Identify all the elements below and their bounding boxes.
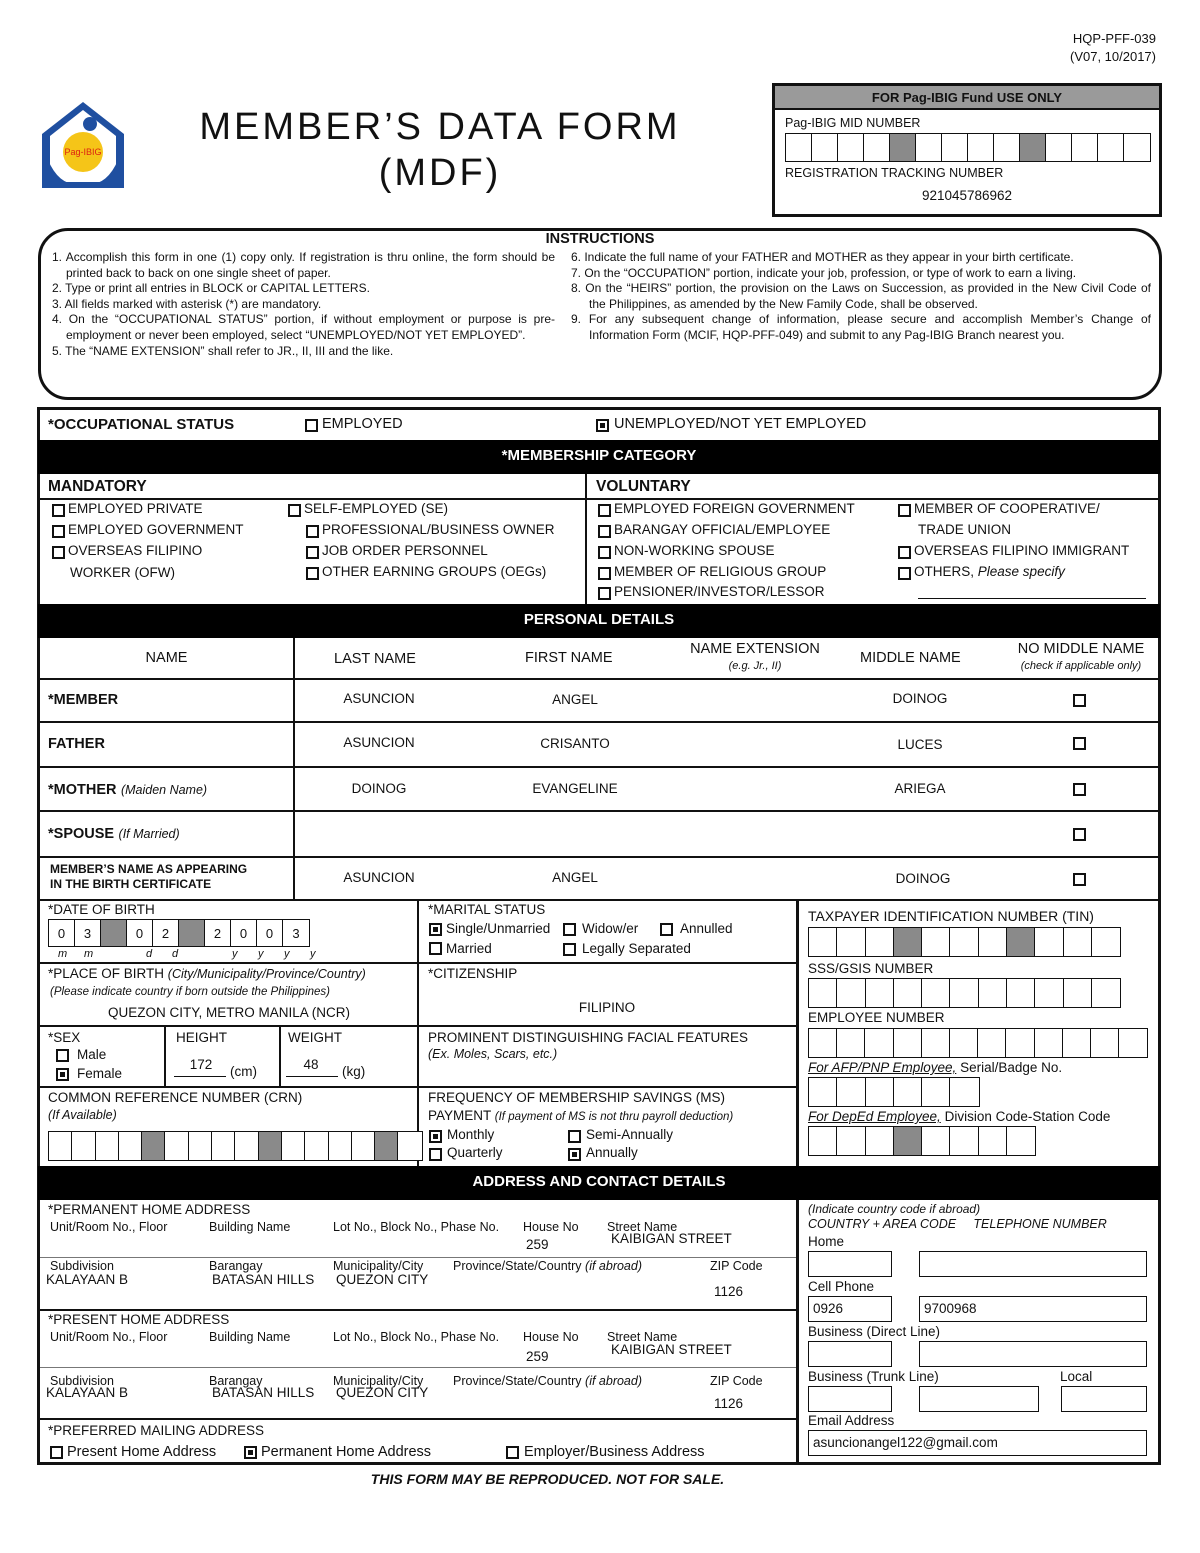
separated-label: Legally Separated (582, 941, 691, 956)
member-first-name[interactable]: ANGEL (552, 692, 598, 707)
mid-number-label: Pag-IBIG MID NUMBER (785, 116, 921, 130)
others-checkbox[interactable] (898, 567, 911, 580)
dob-digit: 2 (205, 920, 231, 946)
spouse-row-label (48, 825, 180, 843)
dob-digit: 3 (292, 926, 300, 941)
employee-number-boxes[interactable] (808, 1028, 1148, 1058)
religious-checkbox[interactable] (598, 567, 611, 580)
divider (38, 899, 1160, 901)
present-house-header: House No (523, 1330, 579, 1344)
permanent-street-value[interactable]: KAIBIGAN STREET (611, 1231, 732, 1246)
father-no-middle-checkbox[interactable] (1073, 737, 1086, 750)
immigrant-checkbox[interactable] (898, 546, 911, 559)
fund-use-box (772, 83, 1162, 217)
cell-area-code-field[interactable]: 0926 (808, 1296, 892, 1322)
ms-frequency-label: FREQUENCY OF MEMBERSHIP SAVINGS (MS) (428, 1090, 726, 1105)
pensioner-checkbox[interactable] (598, 587, 611, 600)
monthly-label: Monthly (447, 1127, 495, 1142)
ofw-label-2: WORKER (OFW) (70, 565, 175, 580)
employed-government-label: EMPLOYED GOVERNMENT (68, 522, 244, 537)
address-contact-bar: ADDRESS AND CONTACT DETAILS (38, 1166, 1160, 1200)
afp-boxes[interactable] (808, 1077, 980, 1107)
oeg-label: OTHER EARNING GROUPS (OEGs) (322, 564, 547, 579)
contact-columns-header: COUNTRY + AREA CODE TELEPHONE NUMBER (808, 1217, 1107, 1231)
pob-hint-2: (Please indicate country if born outside the Philippines) (50, 986, 330, 998)
member-row-label: *MEMBER (48, 692, 119, 708)
citizenship-value[interactable]: FILIPINO (578, 1000, 636, 1015)
present-subdivision-value[interactable]: KALAYAAN B (46, 1385, 129, 1400)
instructions-title: INSTRUCTIONS (545, 231, 655, 247)
crn-label: COMMON REFERENCE NUMBER (CRN) (48, 1090, 303, 1105)
permanent-barangay-header: Barangay (209, 1259, 263, 1273)
father-first-name[interactable]: CRISANTO (540, 736, 610, 751)
mother-last-name[interactable]: DOINOG (351, 781, 407, 796)
height-label: HEIGHT (176, 1030, 228, 1045)
header-middle-name: MIDDLE NAME (860, 650, 961, 666)
male-label: Male (77, 1047, 107, 1062)
birth-cert-first-name[interactable]: ANGEL (552, 870, 598, 885)
instruction-9: 9. For any subsequent change of information, please secure and accomplish Member’s Change of Information Form (MCIF, HQP-PFF-049) and submit to any Pag-IBIG Branch nearest you. (571, 312, 1151, 342)
header-name-extension-hint: (e.g. Jr., II) (728, 660, 782, 672)
separated-checkbox[interactable] (563, 943, 576, 956)
job-order-label: JOB ORDER PERSONNEL (322, 543, 488, 558)
employed-checkbox[interactable] (305, 419, 318, 432)
annually-checkbox[interactable] (568, 1148, 581, 1161)
divider (38, 856, 1160, 858)
birth-cert-label-1: MEMBER’S NAME AS APPEARING (50, 862, 248, 876)
spouse-label-hint: (If Married) (118, 827, 180, 841)
divider (796, 900, 799, 1166)
permanent-address-label: *PERMANENT HOME ADDRESS (48, 1202, 251, 1217)
divider (38, 1086, 796, 1088)
business-direct-phone-field[interactable] (919, 1341, 1147, 1367)
divider (417, 900, 419, 1166)
pensioner-label: PENSIONER/INVESTOR/LESSOR (614, 584, 825, 599)
permanent-zip-header: ZIP Code (710, 1259, 763, 1273)
dob-separator (179, 920, 205, 946)
member-last-name[interactable]: ASUNCION (343, 691, 415, 706)
annually-label: Annually (586, 1145, 638, 1160)
dob-legend-y: y (310, 948, 316, 960)
single-checkbox[interactable] (429, 923, 442, 936)
voluntary-heading: VOLUNTARY (596, 478, 691, 495)
home-phone-label: Home (808, 1234, 845, 1249)
weight-label: WEIGHT (288, 1030, 342, 1045)
cooperative-label-2: TRADE UNION (918, 522, 1012, 537)
permanent-zip-value[interactable]: 1126 (714, 1284, 744, 1299)
permanent-municipality-header: Municipality/City (333, 1259, 424, 1273)
divider (38, 766, 1160, 768)
present-unit-header: Unit/Room No., Floor (50, 1330, 168, 1344)
sss-boxes[interactable] (808, 978, 1121, 1008)
mail-employer-label: Employer/Business Address (524, 1444, 705, 1460)
local-field[interactable] (1061, 1386, 1147, 1412)
weight-unit: (kg) (342, 1064, 366, 1079)
dob-legend-m: m (84, 948, 94, 960)
divider (418, 962, 796, 964)
form-title (160, 104, 720, 196)
instructions-right (571, 250, 1151, 344)
pagibig-logo (38, 100, 128, 192)
cooperative-label: MEMBER OF COOPERATIVE/ (914, 501, 1100, 516)
married-label: Married (446, 941, 492, 956)
barangay-checkbox[interactable] (598, 525, 611, 538)
height-value[interactable]: 172 (189, 1057, 213, 1072)
divider (38, 721, 1160, 723)
dob-legend-d: d (172, 948, 179, 960)
others-text: OTHERS, (914, 564, 975, 579)
member-no-middle-checkbox[interactable] (1073, 694, 1086, 707)
title-line1: MEMBER’S DATA FORM (199, 106, 681, 148)
rtn-value: 921045786962 (921, 188, 1013, 203)
birth-cert-middle-name[interactable]: DOINOG (895, 871, 951, 886)
mother-no-middle-checkbox[interactable] (1073, 783, 1086, 796)
married-checkbox[interactable] (429, 942, 442, 955)
pob-value[interactable]: QUEZON CITY, METRO MANILA (NCR) (107, 1005, 351, 1020)
non-working-spouse-label: NON-WORKING SPOUSE (614, 543, 775, 558)
personal-details-bar: PERSONAL DETAILS (38, 604, 1160, 638)
permanent-lot-header: Lot No., Block No., Phase No. (333, 1220, 500, 1234)
permanent-municipality-value[interactable]: QUEZON CITY (336, 1272, 429, 1287)
female-checkbox[interactable] (56, 1068, 69, 1081)
home-phone-field[interactable] (919, 1251, 1147, 1277)
footer-note: THIS FORM MAY BE REPRODUCED. NOT FOR SALE. (370, 1471, 725, 1487)
afp-label-italic: For AFP/PNP Employee, (808, 1060, 957, 1075)
instruction-8: 8. On the “HEIRS” portion, the provision on the Laws on Succession, as provided in the New Civil Code of the Philippines, as amended by the New Family Code, shall be observed. (571, 281, 1151, 311)
permanent-building-header: Building Name (209, 1220, 291, 1234)
unemployed-label: UNEMPLOYED/NOT YET EMPLOYED (614, 416, 867, 432)
header-first-name: FIRST NAME (525, 650, 613, 666)
cooperative-checkbox[interactable] (898, 504, 911, 517)
ms-payment-label (428, 1108, 733, 1123)
religious-label: MEMBER OF RELIGIOUS GROUP (614, 564, 827, 579)
dob-digit: 0 (127, 920, 153, 946)
afp-label-text: Serial/Badge No. (960, 1060, 1063, 1075)
present-house-value[interactable]: 259 (526, 1349, 549, 1364)
svg-text:Pag-IBIG: Pag-IBIG (64, 147, 102, 157)
semi-annually-label: Semi-Annually (586, 1127, 674, 1142)
mother-label-hint: (Maiden Name) (120, 783, 208, 797)
monthly-checkbox[interactable] (429, 1130, 442, 1143)
crn-hint: (If Available) (48, 1108, 117, 1122)
province-header-text: Province/State/Country (453, 1259, 582, 1273)
dob-legend-y: y (258, 948, 264, 960)
weight-value[interactable]: 48 (303, 1057, 319, 1072)
dob-legend (48, 948, 338, 960)
divider (40, 1257, 796, 1258)
height-unit: (cm) (230, 1064, 257, 1079)
divider (796, 1200, 799, 1464)
form-code (1070, 30, 1156, 66)
birth-cert-no-middle-checkbox[interactable] (1073, 873, 1086, 886)
mother-first-name[interactable]: EVANGELINE (532, 781, 618, 796)
permanent-barangay-value[interactable]: BATASAN HILLS (212, 1272, 315, 1287)
instruction-5: 5. The “NAME EXTENSION” shall refer to JR., II, III and the like. (52, 343, 394, 358)
present-province-header (453, 1374, 642, 1388)
male-checkbox[interactable] (56, 1049, 69, 1062)
single-label: Single/Unmarried (446, 921, 551, 936)
barangay-label: BARANGAY OFFICIAL/EMPLOYEE (614, 522, 831, 537)
membership-category-bar: *MEMBERSHIP CATEGORY (38, 440, 1160, 474)
employed-private-checkbox[interactable] (52, 504, 65, 517)
sss-label: SSS/GSIS NUMBER (808, 961, 934, 976)
tin-boxes[interactable] (808, 927, 1121, 957)
dob-label: *DATE OF BIRTH (48, 902, 155, 917)
mandatory-heading: MANDATORY (48, 478, 147, 495)
present-zip-header: ZIP Code (710, 1374, 763, 1388)
annulled-label: Annulled (680, 921, 733, 936)
employed-private-label: EMPLOYED PRIVATE (68, 501, 203, 516)
present-zip-value[interactable]: 1126 (714, 1396, 744, 1411)
father-middle-name[interactable]: LUCES (897, 737, 943, 752)
professional-checkbox[interactable] (306, 525, 319, 538)
birth-cert-label (50, 862, 247, 892)
province-header-hint: (if abroad) (585, 1374, 643, 1388)
permanent-subdivision-value[interactable]: KALAYAAN B (46, 1272, 129, 1287)
deped-label (808, 1109, 1110, 1124)
divider (38, 1418, 796, 1420)
employee-number-label: EMPLOYEE NUMBER (808, 1010, 945, 1025)
local-label: Local (1060, 1369, 1093, 1384)
divider (585, 474, 587, 604)
header-name: NAME (145, 650, 188, 666)
title-line2: (MDF) (378, 152, 502, 194)
form-version-text: (V07, 10/2017) (1069, 49, 1156, 64)
dob-legend-m: m (58, 948, 68, 960)
permanent-province-header (453, 1259, 642, 1273)
dob-digit: 0 (257, 920, 283, 946)
divider (279, 1025, 281, 1086)
present-street-value[interactable]: KAIBIGAN STREET (611, 1342, 732, 1357)
divider (38, 498, 1160, 500)
dob-legend-y: y (284, 948, 290, 960)
employed-label: EMPLOYED (322, 416, 403, 432)
ofw-label: OVERSEAS FILIPINO (68, 543, 203, 558)
dob-digit: 2 (153, 920, 179, 946)
dob-separator (101, 920, 127, 946)
present-street-header: Street Name (607, 1330, 678, 1344)
mother-middle-name[interactable]: ARIEGA (894, 781, 946, 796)
dob-legend-y: y (232, 948, 238, 960)
deped-label-italic: For DepEd Employee, (808, 1109, 941, 1124)
present-municipality-value[interactable]: QUEZON CITY (336, 1385, 429, 1400)
mail-employer-checkbox[interactable] (506, 1446, 519, 1459)
afp-label (808, 1060, 1062, 1075)
business-direct-area-field[interactable] (808, 1341, 892, 1367)
business-trunk-area-field[interactable] (808, 1386, 892, 1412)
self-employed-label: SELF-EMPLOYED (SE) (304, 501, 449, 516)
job-order-checkbox[interactable] (306, 546, 319, 559)
member-middle-name[interactable]: DOINOG (892, 691, 948, 706)
pagibig-logo-icon (38, 100, 128, 192)
tin-label: TAXPAYER IDENTIFICATION NUMBER (TIN) (808, 908, 1094, 924)
self-employed-checkbox[interactable] (288, 504, 301, 517)
ms-payment-text: PAYMENT (428, 1108, 492, 1123)
oeg-checkbox[interactable] (306, 567, 319, 580)
cell-phone-label: Cell Phone (808, 1279, 875, 1294)
header-last-name: LAST NAME (334, 651, 416, 667)
pob-label (48, 966, 366, 981)
present-municipality-header: Municipality/City (333, 1374, 424, 1388)
professional-label: PROFESSIONAL/BUSINESS OWNER (322, 522, 555, 537)
foreign-gov-checkbox[interactable] (598, 504, 611, 517)
mid-number-boxes[interactable] (785, 133, 1151, 162)
divider (38, 1025, 796, 1027)
widow-label: Widow/er (582, 921, 639, 936)
dob-digit: 0 (231, 920, 257, 946)
occupational-status-label: *OCCUPATIONAL STATUS (48, 416, 235, 433)
quarterly-label: Quarterly (447, 1145, 503, 1160)
instruction-2: 2. Type or print all entries in BLOCK or CAPITAL LETTERS. (52, 281, 370, 296)
spouse-label: *SPOUSE (48, 826, 115, 842)
email-field[interactable]: asuncionangel122@gmail.com (808, 1430, 1147, 1456)
permanent-unit-header: Unit/Room No., Floor (50, 1220, 168, 1234)
others-hint: Please specify (977, 564, 1065, 579)
instruction-3: 3. All fields marked with asterisk (*) are mandatory. (52, 296, 322, 311)
semi-annually-checkbox[interactable] (568, 1130, 581, 1143)
pob-hint: (City/Municipality/Province/Country) (167, 967, 366, 981)
dob-boxes[interactable] (48, 919, 310, 947)
permanent-street-header: Street Name (607, 1220, 678, 1234)
contact-hint: (Indicate country code if abroad) (808, 1202, 981, 1216)
home-area-code-field[interactable] (808, 1251, 892, 1277)
divider (40, 1367, 796, 1368)
spouse-no-middle-checkbox[interactable] (1073, 828, 1086, 841)
present-subdivision-header: Subdivision (50, 1374, 114, 1388)
permanent-subdivision-header: Subdivision (50, 1259, 114, 1273)
female-label: Female (77, 1066, 123, 1081)
widow-checkbox[interactable] (563, 923, 576, 936)
father-row-label: FATHER (48, 736, 105, 752)
present-barangay-value[interactable]: BATASAN HILLS (212, 1385, 315, 1400)
fund-use-header: FOR Pag-IBIG Fund USE ONLY (775, 86, 1159, 110)
divider (38, 810, 1160, 812)
header-no-middle-name: NO MIDDLE NAME (1017, 641, 1145, 657)
divider (38, 1309, 796, 1311)
weight-underline (286, 1076, 338, 1077)
ofw-checkbox[interactable] (52, 546, 65, 559)
permanent-house-value[interactable]: 259 (526, 1237, 549, 1252)
immigrant-label: OVERSEAS FILIPINO IMMIGRANT (914, 543, 1130, 558)
form-code-text: HQP-PFF-039 (1072, 31, 1156, 46)
cell-phone-field[interactable]: 9700968 (919, 1296, 1147, 1322)
sex-label: *SEX (48, 1030, 81, 1045)
rtn-label: REGISTRATION TRACKING NUMBER (785, 166, 1004, 180)
dob-digit: 3 (75, 920, 101, 946)
instruction-4: 4. On the “OCCUPATIONAL STATUS” portion, if without employment or purpose is pre-employment or never been employed, select “UNEMPLOYED/NOT YET EMPLOYED”. (52, 312, 555, 342)
header-no-middle-name-hint: (check if applicable only) (1020, 660, 1142, 672)
header-name-extension: NAME EXTENSION (690, 641, 820, 657)
business-direct-label: Business (Direct Line) (808, 1324, 941, 1339)
deped-label-text: Division Code-Station Code (944, 1109, 1111, 1124)
quarterly-checkbox[interactable] (429, 1148, 442, 1161)
pob-label-text: *PLACE OF BIRTH (48, 966, 165, 981)
divider (38, 962, 418, 964)
employed-government-checkbox[interactable] (52, 525, 65, 538)
birth-cert-last-name[interactable]: ASUNCION (343, 870, 415, 885)
mail-present-checkbox[interactable] (50, 1446, 63, 1459)
mother-label: *MOTHER (48, 782, 117, 798)
instructions-left (52, 250, 555, 359)
present-barangay-header: Barangay (209, 1374, 263, 1388)
features-hint: (Ex. Moles, Scars, etc.) (428, 1047, 558, 1061)
non-working-spouse-checkbox[interactable] (598, 546, 611, 559)
business-trunk-label: Business (Trunk Line) (808, 1369, 939, 1384)
annulled-checkbox[interactable] (660, 923, 673, 936)
province-header-text: Province/State/Country (453, 1374, 582, 1388)
mailing-address-label: *PREFERRED MAILING ADDRESS (48, 1423, 265, 1438)
birth-cert-label-2: IN THE BIRTH CERTIFICATE (50, 877, 212, 891)
instruction-1: 1. Accomplish this form in one (1) copy only. If registration is thru online, the form should be printed back to back on one single sheet of paper. (52, 250, 555, 280)
present-building-header: Building Name (209, 1330, 291, 1344)
mail-permanent-checkbox[interactable] (244, 1446, 257, 1459)
deped-boxes[interactable] (808, 1126, 1036, 1156)
foreign-gov-label: EMPLOYED FOREIGN GOVERNMENT (614, 501, 855, 516)
ms-payment-hint: (If payment of MS is not thru payroll deduction) (494, 1111, 734, 1123)
marital-status-label: *MARITAL STATUS (428, 902, 546, 917)
instruction-6: 6. Indicate the full name of your FATHER and MOTHER as they appear in your birth certificate. (571, 250, 1074, 264)
crn-boxes[interactable] (48, 1131, 423, 1161)
divider (38, 678, 1160, 680)
unemployed-checkbox[interactable] (596, 419, 609, 432)
dob-digit: 0 (49, 920, 75, 946)
mother-row-label (48, 781, 207, 799)
divider (164, 1025, 166, 1086)
height-underline (174, 1076, 226, 1077)
others-specify-line[interactable] (918, 598, 1146, 599)
present-address-label: *PRESENT HOME ADDRESS (48, 1312, 230, 1327)
mail-permanent-label: Permanent Home Address (261, 1444, 432, 1460)
instruction-7: 7. On the “OCCUPATION” portion, indicate your job, profession, or type of work to earn a living. (571, 265, 1077, 280)
father-last-name[interactable]: ASUNCION (343, 735, 415, 750)
permanent-house-header: House No (523, 1220, 579, 1234)
mail-present-label: Present Home Address (67, 1444, 217, 1460)
business-trunk-phone-field[interactable] (919, 1386, 1039, 1412)
citizenship-label: *CITIZENSHIP (428, 966, 518, 981)
features-label: PROMINENT DISTINGUISHING FACIAL FEATURES (428, 1030, 749, 1045)
province-header-hint: (if abroad) (585, 1259, 643, 1273)
present-lot-header: Lot No., Block No., Phase No. (333, 1330, 500, 1344)
dob-legend-d: d (146, 948, 153, 960)
email-label: Email Address (808, 1413, 895, 1428)
others-label (914, 564, 1065, 579)
